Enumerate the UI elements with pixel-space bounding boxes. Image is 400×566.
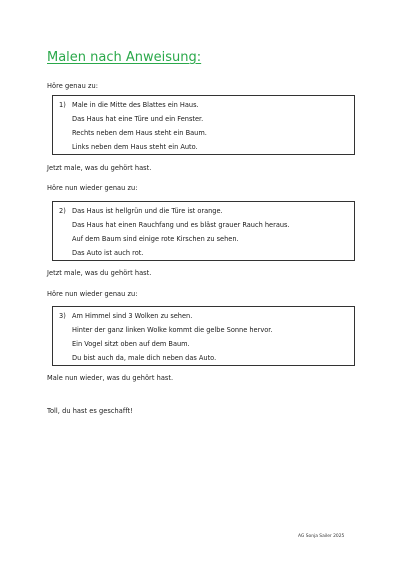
page-title: Malen nach Anweisung:	[47, 50, 202, 65]
instruction-line: Du bist auch da, male dich neben das Auto.	[72, 354, 217, 362]
instruction-line: Auf dem Baum sind einige rote Kirschen zu sehen.	[72, 235, 239, 243]
closing-text: Toll, du hast es geschafft!	[47, 407, 133, 415]
instruction-line: Hinter der ganz linken Wolke kommt die gelbe Sonne hervor.	[72, 326, 273, 334]
instruction-line: Male in die Mitte des Blattes ein Haus.	[72, 101, 199, 109]
task-text-2: Jetzt male, was du gehört hast.	[47, 269, 152, 277]
intro-text-1: Höre genau zu:	[47, 82, 99, 90]
footer-credit: AG Sonja Sailer 2025	[298, 534, 345, 539]
instruction-line: Ein Vogel sitzt oben auf dem Baum.	[72, 340, 190, 348]
instruction-line: Das Haus ist hellgrün und die Türe ist orange.	[72, 207, 223, 215]
instruction-box-2	[52, 201, 355, 261]
instruction-line: Das Haus hat einen Rauchfang und es bläst grauer Rauch heraus.	[72, 221, 290, 229]
instruction-box-1	[52, 95, 355, 155]
instruction-line: Links neben dem Haus steht ein Auto.	[72, 143, 198, 151]
task-text-1: Jetzt male, was du gehört hast.	[47, 164, 152, 172]
instruction-line: Am Himmel sind 3 Wolken zu sehen.	[72, 312, 193, 320]
box-number: 3)	[59, 312, 66, 320]
instruction-line: Das Haus hat eine Türe und ein Fenster.	[72, 115, 204, 123]
box-number: 1)	[59, 101, 66, 109]
instruction-line: Rechts neben dem Haus steht ein Baum.	[72, 129, 207, 137]
instruction-box-3	[52, 306, 355, 366]
intro-text-3: Höre nun wieder genau zu:	[47, 290, 138, 298]
instruction-line: Das Auto ist auch rot.	[72, 249, 144, 257]
intro-text-2: Höre nun wieder genau zu:	[47, 184, 138, 192]
task-text-3: Male nun wieder, was du gehört hast.	[47, 374, 174, 382]
box-number: 2)	[59, 207, 66, 215]
